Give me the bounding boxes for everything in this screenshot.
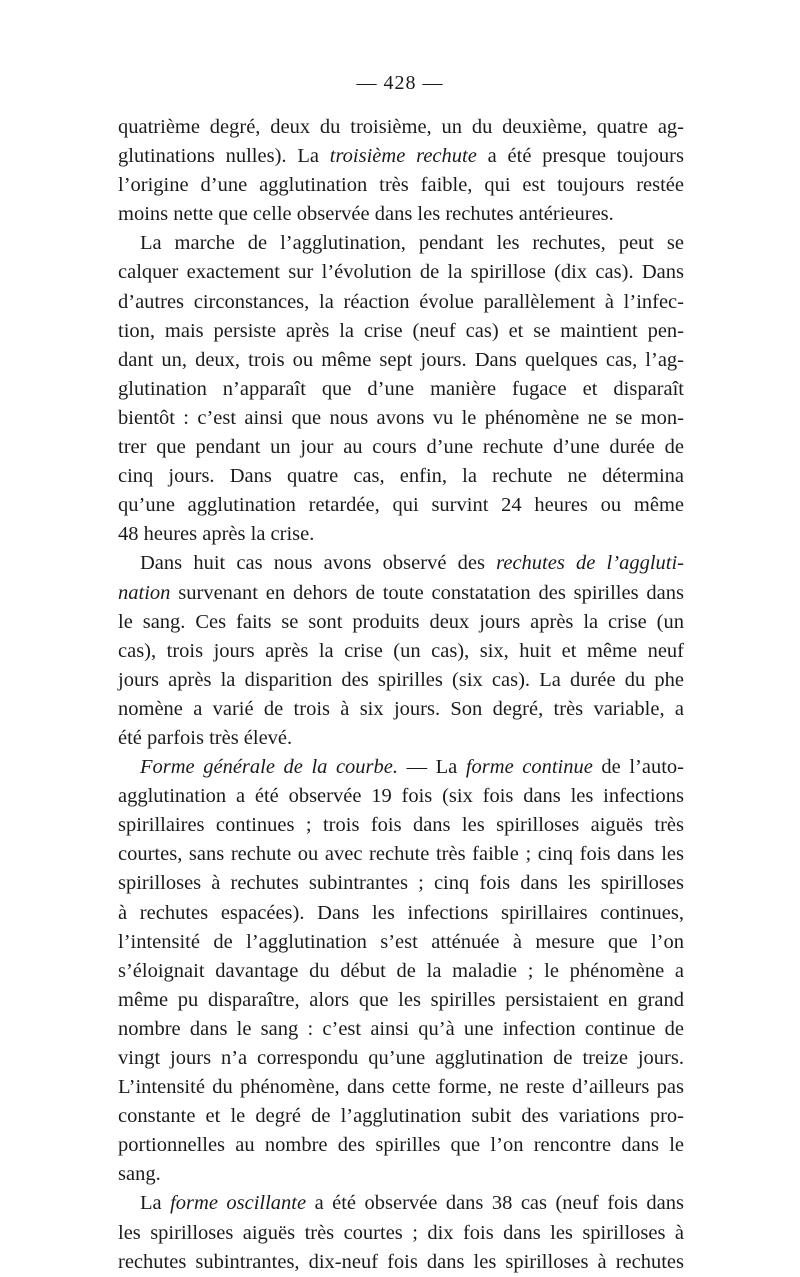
text-line	[118, 1189, 684, 1218]
text-segment: Dans huit cas nous avons observé des	[140, 552, 497, 575]
text-line	[118, 637, 684, 666]
text-segment: moins nette que celle observée dans les rechutes antérieures.	[118, 203, 614, 226]
text-line	[118, 928, 684, 957]
text-segment: survenant en dehors de toute constatation des spirilles dans	[170, 581, 684, 604]
text-line	[118, 957, 684, 986]
text-line	[118, 1044, 684, 1073]
text-line	[118, 666, 684, 695]
text-segment: — La	[398, 756, 466, 779]
text-line	[118, 462, 684, 491]
text-line	[118, 113, 684, 142]
text-line	[118, 899, 684, 928]
text-segment: d’autres circonstances, la réaction évolue parallèlement à l’infec-	[118, 290, 684, 313]
text-line	[118, 724, 684, 753]
text-line	[118, 404, 684, 433]
text-segment: dant un, deux, trois ou même sept jours. Dans quelques cas, l’ag-	[118, 348, 684, 371]
text-line	[118, 753, 684, 782]
text-segment: L’intensité du phénomène, dans cette forme, ne reste d’ailleurs pas	[118, 1076, 684, 1099]
text-segment: spirilloses à rechutes subintrantes ; cinq fois dans les spirilloses	[118, 872, 684, 895]
italic-phrase: forme continue	[465, 756, 593, 779]
text-segment: constante et le degré de l’agglutination subit des variations pro-	[118, 1105, 684, 1128]
text-segment: portionnelles au nombre des spirilles que l’on rencontre dans le	[118, 1134, 684, 1157]
text-line	[118, 229, 684, 258]
text-segment: a été observée dans 38 cas (neuf fois dans	[306, 1192, 684, 1215]
text-line	[118, 433, 684, 462]
text-line	[118, 288, 684, 317]
text-segment: même pu disparaître, alors que les spirilles persistaient en grand	[118, 988, 684, 1011]
text-segment: calquer exactement sur l’évolution de la spirillose (dix cas). Dans	[118, 261, 684, 284]
text-segment: quatrième degré, deux du troisième, un du deuxième, quatre ag-	[118, 116, 684, 138]
text-segment: 48 heures après la crise.	[118, 523, 315, 546]
text-segment: a été presque toujours	[476, 145, 684, 168]
text-line	[118, 258, 684, 287]
text-line	[118, 142, 684, 171]
text-line	[118, 491, 684, 520]
text-segment: sang.	[118, 1163, 161, 1186]
text-segment: de l’auto-	[592, 756, 684, 779]
text-segment: cinq jours. Dans quatre cas, enfin, la rechute ne détermina	[118, 465, 684, 488]
text-segment: à rechutes espacées). Dans les infections spirillaires continues,	[118, 901, 684, 924]
text-line	[118, 1102, 684, 1131]
text-segment: l’intensité de l’agglutination s’est atténuée à mesure que l’on	[118, 930, 684, 953]
text-line	[118, 171, 684, 200]
text-line	[118, 375, 684, 404]
text-segment: été parfois très élevé.	[118, 726, 293, 749]
text-segment: rechutes subintrantes, dix-neuf fois dans les spirilloses à rechutes	[118, 1250, 684, 1273]
text-segment: jours après la disparition des spirilles (six cas). La durée du phe	[118, 668, 684, 691]
text-line	[118, 811, 684, 840]
text-line	[118, 695, 684, 724]
text-line	[118, 608, 684, 637]
text-segment: bientôt : c’est ainsi que nous avons vu le phénomène ne se mon-	[118, 406, 684, 429]
text-segment: trer que pendant un jour au cours d’une rechute d’une durée de	[118, 436, 684, 459]
text-line	[118, 346, 684, 375]
text-segment: La	[140, 1192, 171, 1215]
text-line	[118, 549, 684, 578]
page-number: — 428 —	[356, 72, 444, 94]
text-segment: nombre dans le sang : c’est ainsi qu’à une infection continue de	[118, 1017, 684, 1040]
text-segment: l’origine d’une agglutination très faible, qui est toujours restée	[118, 174, 684, 197]
text-segment: spirillaires continues ; trois fois dans les spirilloses aiguës très	[118, 814, 684, 837]
text-line	[118, 579, 684, 608]
text-line	[118, 1248, 684, 1277]
text-segment: qu’une agglutination retardée, qui survint 24 heures ou même	[118, 494, 684, 517]
text-line	[118, 1219, 684, 1248]
text-line	[118, 317, 684, 346]
text-segment: glutination n’apparaît que d’une manière fugace et disparaît	[118, 377, 684, 400]
text-segment: cas), trois jours après la crise (un cas), six, huit et même neuf	[118, 639, 684, 662]
text-segment: tion, mais persiste après la crise (neuf cas) et se maintient pen-	[118, 319, 684, 342]
italic-phrase: rechutes de l’aggluti-	[496, 552, 684, 575]
text-line	[118, 782, 684, 811]
text-segment: vingt jours n’a correspondu qu’une agglutination de treize jours.	[118, 1047, 684, 1069]
text-line	[118, 840, 684, 869]
text-line	[118, 869, 684, 898]
italic-phrase: Forme générale de la courbe.	[140, 756, 399, 779]
italic-phrase: nation	[118, 581, 171, 604]
text-segment: s’éloignait davantage du début de la maladie ; le phénomène a	[118, 959, 684, 982]
text-line	[118, 986, 684, 1015]
text-line	[118, 1160, 684, 1189]
text-segment: le sang. Ces faits se sont produits deux jours après la crise (un	[118, 610, 684, 633]
body-text	[118, 113, 684, 1277]
text-line	[118, 200, 684, 229]
text-segment: nomène a varié de trois à six jours. Son degré, très variable, a	[118, 697, 684, 720]
text-segment: La marche de l’agglutination, pendant les rechutes, peut se	[140, 232, 684, 255]
text-segment: glutinations nulles). La	[118, 145, 330, 168]
italic-phrase: forme oscillante	[170, 1192, 307, 1215]
text-line	[118, 520, 684, 549]
text-line	[118, 1015, 684, 1044]
text-line	[118, 1131, 684, 1160]
text-segment: courtes, sans rechute ou avec rechute très faible ; cinq fois dans les	[118, 843, 684, 866]
text-segment: les spirilloses aiguës très courtes ; dix fois dans les spirilloses à	[118, 1221, 684, 1244]
italic-phrase: troisième rechute	[329, 145, 477, 168]
text-line	[118, 1073, 684, 1102]
text-segment: agglutination a été observée 19 fois (six fois dans les infections	[118, 785, 684, 808]
